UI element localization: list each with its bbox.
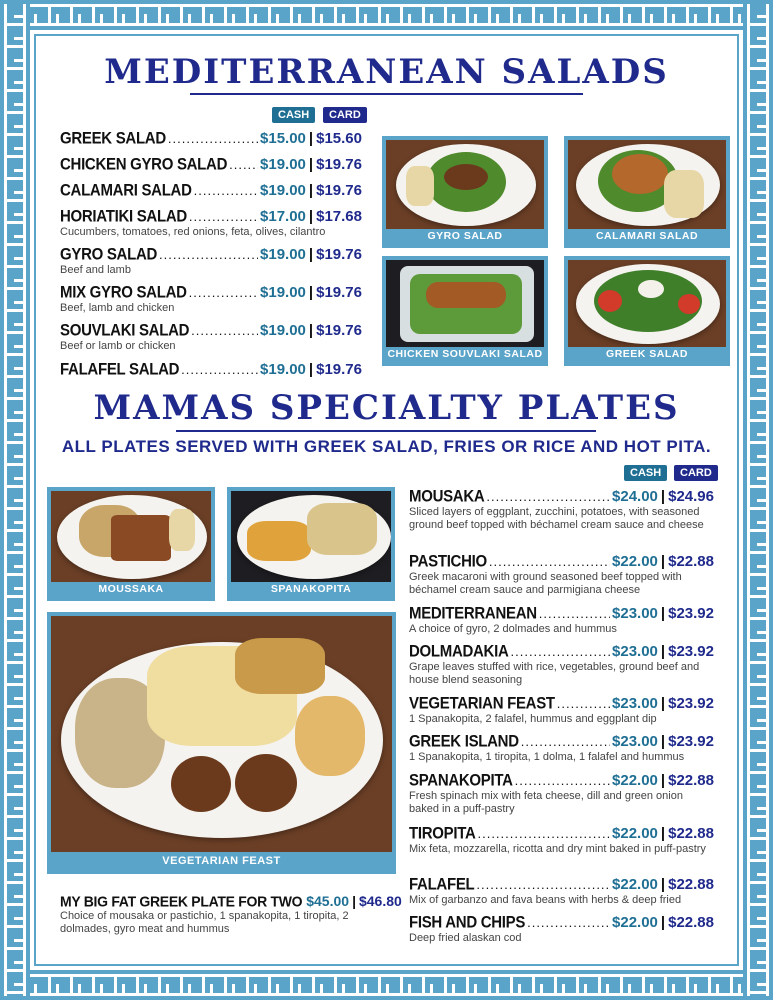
cash-price: $22.00 [612,914,658,931]
photo-chicken-souvlaki-salad [382,256,548,366]
plates-title: MAMAS SPECIALTY PLATES [93,388,680,428]
item-name: MY BIG FAT GREEK PLATE FOR TWO [60,892,303,910]
cash-price: $23.00 [612,643,658,660]
cash-price: $19.00 [260,284,306,301]
card-price: $19.76 [316,246,362,263]
item-description: Deep fried alaskan cod [409,932,522,944]
item-description: Beef and lamb [60,264,131,276]
cash-price: $22.00 [612,876,658,893]
salads-card-tag: CARD [323,107,367,123]
item-description: Grape leaves stuffed with rice, vegetables, ground beef and house blend seasoning [409,661,700,686]
cash-price: $24.00 [612,488,658,505]
cash-price: $22.00 [612,825,658,842]
item-name: GYRO SALAD [60,245,158,264]
cash-price: $19.00 [260,156,306,173]
item-name: SPANAKOPITA [409,771,513,790]
card-price: $19.76 [316,361,362,378]
plate-item: FISH AND CHIPS ..... $22.00 | $22.88 Deep fried alaskan cod [409,914,714,945]
photo-caption: CHICKEN SOUVLAKI SALAD [387,348,543,360]
item-name: VEGETARIAN FEAST [409,694,555,713]
item-description: Mix feta, mozzarella, ricotta and dry mint baked in puff-pastry [409,843,706,855]
salad-item: GYRO SALAD ..... $19.00 | $19.76 Beef and lamb [60,246,362,277]
card-price: $15.60 [316,130,362,147]
greek-key-border-left [0,0,30,1000]
cash-price: $45.00 [306,893,350,909]
item-description: Sliced layers of eggplant, zucchini, potatoes, with seasoned ground beef topped with béchamel cream sauce and cheese [409,506,704,531]
card-price: $46.80 [358,893,402,909]
salad-item: SOUVLAKI SALAD ..... $19.00 | $19.76 Beef or lamb or chicken [60,322,362,353]
card-price: $23.92 [668,643,714,660]
item-description: 1 Spanakopita, 1 tiropita, 1 dolma, 1 falafel and hummus [409,751,685,763]
plate-item: MOUSAKA ..... $24.00 | $24.96 Sliced layers of eggplant, zucchini, potatoes, with seasoned ground beef topped with béchamel cream sauce and cheese [409,488,714,532]
plate-item: TIROPITA ..... $22.00 | $22.88 Mix feta, mozzarella, ricotta and dry mint baked in puff-pastry [409,825,714,856]
photo-caption: MOUSSAKA [98,583,164,595]
photo-gyro-salad [382,136,548,248]
item-description: Greek macaroni with ground seasoned beef topped with béchamel cream sauce and parmigiana cheese [409,571,682,596]
item-name: CALAMARI SALAD [60,181,192,200]
card-price: $22.88 [668,876,714,893]
item-name: GREEK ISLAND [409,732,519,751]
salad-item: CHICKEN GYRO SALAD ..... $19.00 | $19.76 [60,156,362,173]
item-name: GREEK SALAD [60,129,166,148]
cash-price: $23.00 [612,605,658,622]
cash-price: $22.00 [612,772,658,789]
item-name: FALAFEL SALAD [60,360,180,379]
photo-caption: VEGETARIAN FEAST [162,855,281,867]
cash-price: $15.00 [260,130,306,147]
plate-item: GREEK ISLAND ..... $23.00 | $23.92 1 Spanakopita, 1 tiropita, 1 dolma, 1 falafel and hummus [409,733,714,764]
item-name: TIROPITA [409,824,476,843]
cash-price: $17.00 [260,208,306,225]
cash-price: $23.00 [612,733,658,750]
photo-moussaka [47,487,215,601]
card-price: $22.88 [668,772,714,789]
item-description: Fresh spinach mix with feta cheese, dill and green onion baked in a puff-pastry [409,790,683,815]
plate-item: FALAFEL ..... $22.00 | $22.88 Mix of garbanzo and fava beans with herbs & deep fried [409,876,714,907]
greek-key-border-bottom [0,970,773,1000]
item-name: FISH AND CHIPS [409,913,526,932]
plate-item: VEGETARIAN FEAST ..... $23.00 | $23.92 1 Spanakopita, 2 falafel, hummus and eggplant dip [409,695,714,726]
card-price: $19.76 [316,182,362,199]
card-price: $19.76 [316,284,362,301]
photo-caption: GREEK SALAD [606,348,688,360]
card-price: $19.76 [316,156,362,173]
photo-calamari-salad [564,136,730,248]
cash-price: $19.00 [260,182,306,199]
big-plate-item: MY BIG FAT GREEK PLATE FOR TWO $45.00 | $46.80 Choice of mousaka or pastichio, 1 spanakopita, 1 tiropita, 2 dolmades, gyro meat and hummus [60,892,402,935]
card-price: $23.92 [668,733,714,750]
card-price: $23.92 [668,695,714,712]
card-price: $22.88 [668,825,714,842]
item-name: PASTICHIO [409,552,487,571]
item-name: DOLMADAKIA [409,642,509,661]
item-description: Cucumbers, tomatoes, red onions, feta, olives, cilantro [60,226,326,238]
plate-item: PASTICHIO ..... $22.00 | $22.88 Greek macaroni with ground seasoned beef topped with béchamel cream sauce and parmigiana cheese [409,553,714,597]
plates-cash-tag: CASH [624,465,667,481]
cash-price: $19.00 [260,322,306,339]
photo-spanakopita [227,487,395,601]
card-price: $23.92 [668,605,714,622]
salad-item: FALAFEL SALAD ..... $19.00 | $19.76 [60,361,362,378]
item-description: Mix of garbanzo and fava beans with herbs & deep fried [409,894,682,906]
greek-key-border-top [0,0,773,30]
photo-caption: SPANAKOPITA [270,583,352,595]
salad-item: HORIATIKI SALAD ..... $17.00 | $17.68 Cucumbers, tomatoes, red onions, feta, olives, cilantro [60,208,362,239]
photo-caption: CALAMARI SALAD [595,230,699,242]
cash-price: $23.00 [612,695,658,712]
item-name: MEDITERRANEAN [409,604,537,623]
plates-card-tag: CARD [674,465,718,481]
item-name: MIX GYRO SALAD [60,283,187,302]
item-description: 1 Spanakopita, 2 falafel, hummus and eggplant dip [409,713,657,725]
salads-cash-tag: CASH [272,107,315,123]
photo-vegetarian-feast [47,612,396,874]
plates-subtitle: ALL PLATES SERVED WITH GREEK SALAD, FRIES OR RICE AND HOT PITA. [61,437,712,456]
item-name: CHICKEN GYRO SALAD [60,155,228,174]
item-name: MOUSAKA [409,487,485,506]
cash-price: $19.00 [260,361,306,378]
plate-item: SPANAKOPITA ..... $22.00 | $22.88 Fresh spinach mix with feta cheese, dill and green onion baked in a puff-pastry [409,772,714,816]
item-name: HORIATIKI SALAD [60,207,187,226]
salads-title-underline [190,93,583,95]
item-name: SOUVLAKI SALAD [60,321,190,340]
photo-greek-salad [564,256,730,366]
plates-title-underline [176,430,596,432]
card-price: $19.76 [316,322,362,339]
cash-price: $22.00 [612,553,658,570]
item-description: Beef or lamb or chicken [60,340,176,352]
salad-item: CALAMARI SALAD ..... $19.00 | $19.76 [60,182,362,199]
card-price: $24.96 [668,488,714,505]
item-description: A choice of gyro, 2 dolmades and hummus [409,623,617,635]
photo-caption: GYRO SALAD [427,230,503,242]
card-price: $22.88 [668,553,714,570]
plate-item: MEDITERRANEAN ..... $23.00 | $23.92 A choice of gyro, 2 dolmades and hummus [409,605,714,636]
plate-item: DOLMADAKIA ..... $23.00 | $23.92 Grape leaves stuffed with rice, vegetables, ground beef and house blend seasoning [409,643,714,687]
salad-item: MIX GYRO SALAD ..... $19.00 | $19.76 Beef, lamb and chicken [60,284,362,315]
card-price: $22.88 [668,914,714,931]
greek-key-border-right [743,0,773,1000]
cash-price: $19.00 [260,246,306,263]
salads-title: MEDITERRANEAN SALADS [104,52,669,92]
card-price: $17.68 [316,208,362,225]
item-description: Beef, lamb and chicken [60,302,175,314]
item-description: Choice of mousaka or pastichio, 1 spanakopita, 1 tiropita, 2 dolmades, gyro meat and hummus [60,910,349,935]
item-name: FALAFEL [409,875,475,894]
salad-item: GREEK SALAD ..... $15.00 | $15.60 [60,130,362,147]
